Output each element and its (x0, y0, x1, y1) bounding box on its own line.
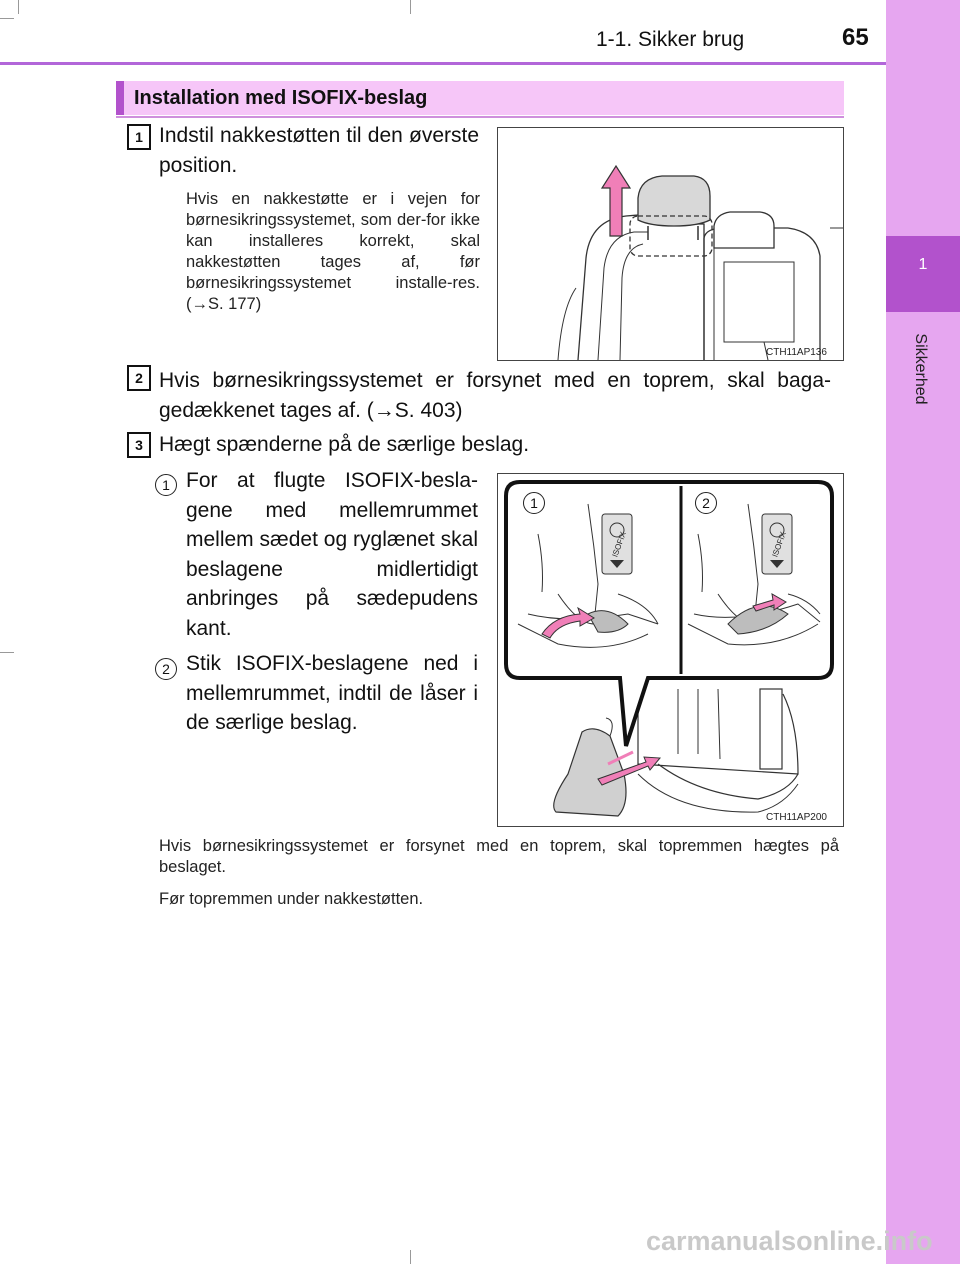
figure-headrest (497, 127, 844, 361)
step-badge-1: 1 (127, 124, 151, 150)
header-rule (0, 62, 886, 65)
footer-note-2: Før topremmen under nakkestøtten. (159, 890, 424, 908)
isofix-tag-left: ISOFIX (610, 530, 628, 559)
page-number: 65 (842, 24, 869, 51)
crop-mark (410, 1250, 411, 1264)
step-1-text: Indstil nakkestøtten til den øverste position. (159, 124, 479, 177)
step-2-text: Hvis børnesikringssystemet er forsynet med en toprem, skal baga-gedækkenet tages af. (→S. 403) (159, 369, 831, 422)
substep-2-number: 2 (155, 658, 177, 680)
step-badge-2: 2 (127, 365, 151, 391)
crop-mark (0, 652, 14, 653)
chapter-tab[interactable] (886, 236, 960, 312)
page-heading: Installation med ISOFIX-beslag (134, 87, 428, 109)
chapter-band (886, 0, 960, 1264)
substep-1-number: 1 (155, 474, 177, 496)
figure-callout-1: 1 (523, 492, 545, 514)
headrest-illustration (498, 128, 843, 360)
substep-2-text: Stik ISOFIX-beslagene ned i mellemrummet, indtil de låser i de særlige beslag. (186, 652, 478, 734)
step-badge-3: 3 (127, 432, 151, 458)
section-title: 1-1. Sikker brug (596, 28, 745, 51)
step-1-note: Hvis en nakkestøtte er i vejen for børnesikringssystemet, som der-for ikke kan installeres korrekt, skal nakkestøtten tages af, før børnesikringssystemet installe-res. (→S. 177) (186, 190, 480, 313)
crop-mark (18, 0, 19, 14)
figure-2-code: CTH11AP200 (766, 812, 827, 823)
figure-callout-2: 2 (695, 492, 717, 514)
substep-1-text: For at flugte ISOFIX-besla-gene med mellemrummet mellem sædet og ryglænet skal beslagene midlertidigt anbringes på sædepudens kant. (186, 469, 478, 640)
isofix-illustration (498, 474, 843, 826)
chapter-number: 1 (918, 256, 928, 273)
figure-isofix (497, 473, 844, 827)
footer-note-1: Hvis børnesikringssystemet er forsynet med en toprem, skal topremmen hægtes på beslaget. (159, 837, 839, 876)
watermark: carmanualsonline.info (646, 1226, 933, 1256)
chapter-label: Sikkerhed (912, 333, 929, 405)
heading-rule (116, 116, 844, 118)
figure-1-code: CTH11AP136 (766, 347, 827, 358)
isofix-tag-right: ISOFIX (770, 530, 788, 559)
crop-mark (410, 0, 411, 14)
crop-mark (0, 18, 14, 19)
step-3-text: Hægt spænderne på de særlige beslag. (159, 433, 530, 456)
